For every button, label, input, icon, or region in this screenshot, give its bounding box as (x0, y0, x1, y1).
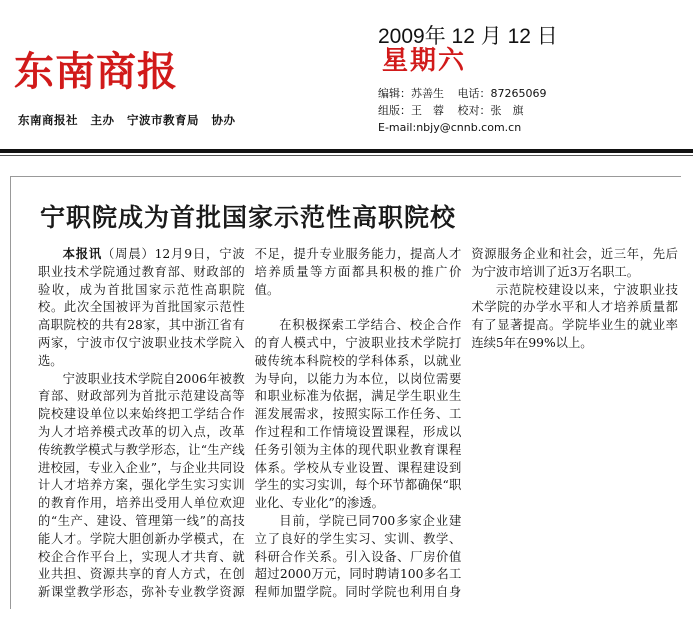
co-sponsor-org: 宁波市教育局 (127, 113, 200, 127)
sponsor-line (18, 112, 244, 128)
article-paragraph-3: 在积极探索工学结合、校企合作的育人模式中，宁波职业技术学院打破传统本科院校的学科体系，以就业为导向，以能力为本位，以岗位需要和职业标准为依据，满足学生职业生涯发展需求，按照实际工作任务、工作过程和工作情境设置课程，形成以任务引领为主体的现代职业教育课程体系。学校从专业设置、课程建设到学生的实习实训，每个环节都确保“职业化、专业化”的渗透。 (254, 318, 462, 511)
article-paragraph-2: 宁波职业技术学院自2006年被教育部、财政部列为首批示范建设高等院校建设单位以来始终把工学结合作为人才培养模式改革的切入点，改革传统教学模式与教学形态，让“生产线进校园，专业入企业”，与企业共同设计人才培养方案，强化学生实习实训的教育作用，培养出受用人单位欢迎的“生产、建设、管理第一线”的高技能人才。学院大胆创新办学模式，在校企合作平台上，实现人才共育、就业共担、资源共享的育人方式，在创新课堂教学形态，弥补专业教学资源不足，提升专业服务能力，提高人才培养质量等方面都具积极的推广价值。 (38, 247, 462, 600)
article-headline: 宁职院成为首批国家示范性高职院校 (40, 203, 457, 232)
contact-email: E-mail:nbjy@cnnb.com.cn (378, 121, 522, 134)
issue-weekday: 星期六 (382, 46, 467, 76)
article-paragraph-4: 目前，学院已同700多家企业建立了良好的学生实习、实训、教学、科研合作关系。引入设备、厂房价值超过2000万元，同时聘请100多名工程师加盟学院。同时学院也利用自身资源服务企业和社会，近三年，先后为宁波市培训了近3万名职工。 (254, 247, 678, 600)
staff-info (378, 85, 557, 136)
issue-date: 2009年 12 月 12 日 (378, 25, 558, 48)
proofreader: 校对：张 旗 (457, 104, 524, 117)
co-sponsor-role: 协办 (211, 113, 236, 127)
article-body (38, 246, 678, 604)
masthead-divider-thin (0, 155, 693, 156)
layout-editor: 组版：王 蓉 (378, 104, 444, 117)
article-paragraph-1: 本报讯（周晨）12月9日，宁波职业技术学院通过教育部、财政部的验收，成为首批国家示范性高职院校。此次全国被评为首批国家示范性高职院校的共有28家，其中浙江省有两家，宁波市仅宁波职业技术学院入选。 (38, 247, 245, 368)
masthead (0, 0, 693, 150)
phone: 电话：87265069 (457, 87, 547, 100)
editor: 编辑：苏善生 (378, 87, 444, 100)
masthead-divider (0, 149, 693, 153)
sponsor-role: 主办 (90, 113, 115, 127)
sponsor-org: 东南商报社 (18, 113, 78, 127)
article-paragraph-5: 示范院校建设以来，宁波职业技术学院的办学水平和人才培养质量都有了显著提高。学院毕业生的就业率连续5年在99%以上。 (471, 282, 678, 350)
newspaper-logo: 东南商报 (14, 48, 178, 95)
lead-label: 本报讯 (62, 247, 103, 261)
